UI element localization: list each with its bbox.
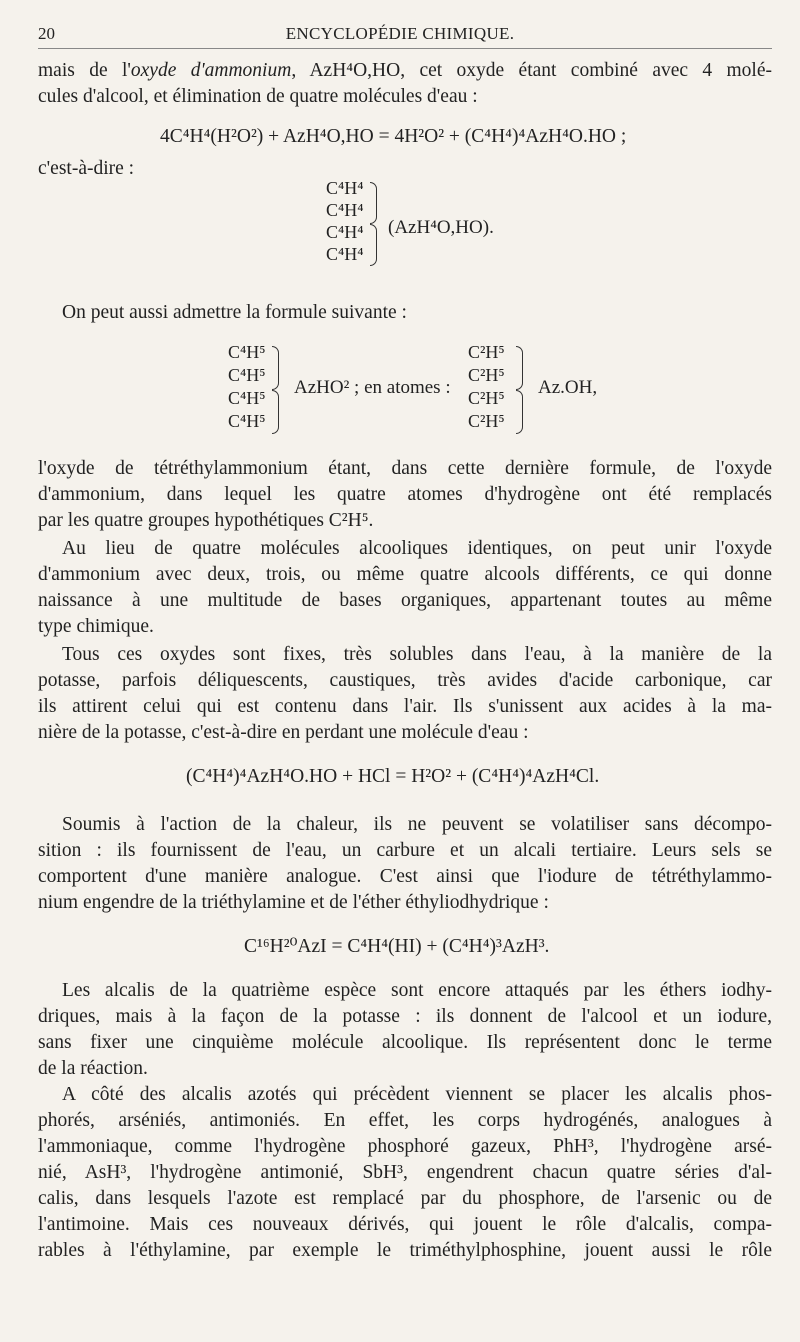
paragraph-line: On peut aussi admettre la formule suivante : (62, 302, 407, 323)
page-number: 20 (38, 24, 55, 43)
paragraph-line: nium engendre de la triéthylamine et de l'éther éthyliodhydrique : (38, 892, 549, 913)
italic-term: oxyde d'ammonium (130, 60, 292, 81)
running-header-title: ENCYCLOPÉDIE CHIMIQUE. (285, 24, 515, 43)
paragraph-line: comportent d'une manière analogue. C'est ainsi que l'iodure de tétréthylammo- (38, 866, 772, 887)
header-rule (38, 48, 772, 49)
formula-row: C⁴H⁵ (228, 411, 266, 431)
paragraph-line: nière de la potasse, c'est-à-dire en perdant une molécule d'eau : (38, 722, 529, 743)
formula-row: C²H⁵ (468, 411, 505, 431)
right-brace (516, 346, 523, 390)
formula-row: C²H⁵ (468, 342, 505, 362)
paragraph-line: Soumis à l'action de la chaleur, ils ne peuvent se volatiliser sans décompo- (62, 814, 772, 835)
paragraph-line: phorés, arséniés, antimoniés. En effet, les corps hydrogénés, analogues à (38, 1110, 772, 1131)
equation-2: (C⁴H⁴)⁴AzH⁴O.HO + HCl = H²O² + (C⁴H⁴)⁴AzH⁴Cl. (186, 766, 600, 787)
paragraph-line: l'oxyde de tétréthylammonium étant, dans cette dernière formule, de l'oxyde (38, 458, 772, 479)
right-brace (516, 390, 523, 434)
paragraph-line: l'ammoniaque, comme l'hydrogène phosphoré gazeux, PhH³, l'hydrogène arsé- (38, 1136, 772, 1157)
formula-row: C⁴H⁴ (326, 178, 364, 198)
paragraph-line: sition : ils fournissent de l'eau, un carbure et un alcali tertiaire. Leurs sels se (38, 840, 772, 861)
formula-row: C²H⁵ (468, 388, 505, 408)
formula-row: C⁴H⁴ (326, 244, 364, 264)
paragraph-line: mais de l'oxyde d'ammonium, AzH⁴O,HO, cet oxyde étant combiné avec 4 molé- (38, 60, 772, 81)
equation-3: C¹⁶H²⁰AzI = C⁴H⁴(HI) + (C⁴H⁴)³AzH³. (244, 936, 550, 957)
paragraph-line: Au lieu de quatre molécules alcooliques identiques, on peut unir l'oxyde (62, 538, 772, 559)
paragraph-line: par les quatre groupes hypothétiques C²H⁵. (38, 510, 374, 531)
paragraph-line: rables à l'éthylamine, par exemple le triméthylphosphine, jouent aussi le rôle (38, 1240, 772, 1261)
paragraph-line: ils attirent celui qui est contenu dans l'air. Ils s'unissent aux acides à la ma- (38, 696, 772, 717)
paragraph-line: l'antimoine. Mais ces nouveaux dérivés, qui jouent le rôle d'alcalis, compa- (38, 1214, 772, 1235)
formula-row: C⁴H⁵ (228, 365, 266, 385)
paragraph-line: naissance à une multitude de bases organiques, appartenant toutes au même (38, 590, 772, 611)
formula-row: C⁴H⁵ (228, 342, 266, 362)
formula-row: C⁴H⁴ (326, 200, 364, 220)
right-brace (272, 346, 279, 390)
formula-2-end: Az.OH, (538, 377, 598, 398)
right-brace (272, 390, 279, 434)
paragraph-line: sans fixer une cinquième molécule alcoolique. Ils représentent donc le terme (38, 1032, 772, 1053)
paragraph-line: nié, AsH³, l'hydrogène antimonié, SbH³, engendrent chacun quatre séries d'al- (38, 1162, 772, 1183)
paragraph-line: calis, dans lesquels l'azote est remplacé par du phosphore, de l'arsenic ou de (38, 1188, 772, 1209)
paragraph-line: de la réaction. (38, 1058, 148, 1079)
formula-row: C⁴H⁵ (228, 388, 266, 408)
paragraph-line: cules d'alcool, et élimination de quatre molécules d'eau : (38, 86, 478, 107)
formula-row: C⁴H⁴ (326, 222, 364, 242)
cest-a-dire-label: c'est-à-dire : (38, 158, 135, 179)
formula-1-right: (AzH⁴O,HO). (388, 217, 494, 238)
paragraph-line: Les alcalis de la quatrième espèce sont encore attaqués par les éthers iodhy- (62, 980, 772, 1001)
paragraph-line: Tous ces oxydes sont fixes, très solubles dans l'eau, à la manière de la (62, 644, 772, 665)
formula-row: C²H⁵ (468, 365, 505, 385)
equation-1: 4C⁴H⁴(H²O²) + AzH⁴O,HO = 4H²O² + (C⁴H⁴)⁴AzH⁴O.HO ; (160, 126, 627, 147)
paragraph-line: type chimique. (38, 616, 154, 637)
right-brace (370, 224, 377, 266)
formula-2-middle: AzHO² ; en atomes : (294, 377, 451, 398)
paragraph-line: potasse, parfois déliquescents, caustiques, très avides d'acide carbonique, car (38, 670, 772, 691)
paragraph-line: d'ammonium avec deux, trois, ou même quatre alcools différents, ce qui donne (38, 564, 772, 585)
paragraph-line: A côté des alcalis azotés qui précèdent viennent se placer les alcalis phos- (62, 1084, 772, 1105)
paragraph-line: driques, mais à la façon de la potasse : ils donnent de l'alcool et un iodure, (38, 1006, 772, 1027)
right-brace (370, 182, 377, 224)
paragraph-line: d'ammonium, dans lequel les quatre atomes d'hydrogène ont été remplacés (38, 484, 772, 505)
